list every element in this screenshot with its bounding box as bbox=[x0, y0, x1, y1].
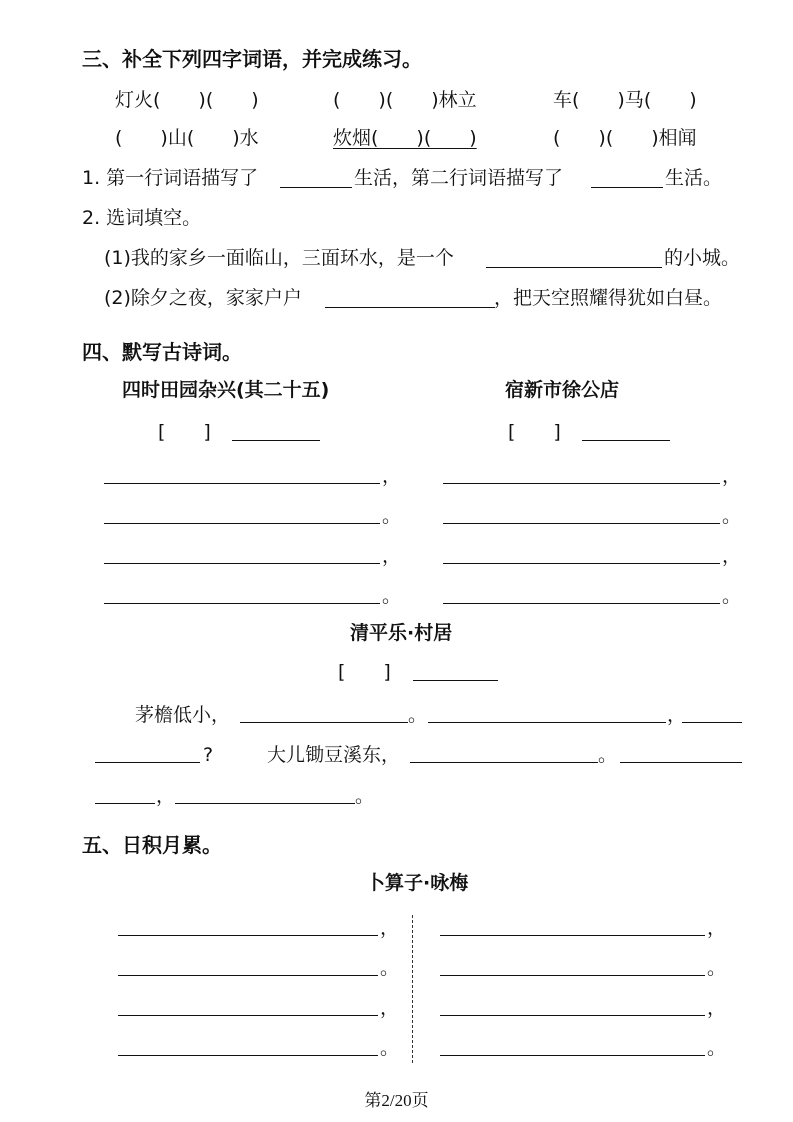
poem-line-blank[interactable] bbox=[440, 1015, 705, 1016]
poem-title: 四时田园杂兴(其二十五) bbox=[122, 379, 330, 401]
poem-text: 茅檐低小， bbox=[135, 704, 231, 726]
poem-line-blank[interactable] bbox=[118, 975, 378, 976]
punct: 。 bbox=[408, 704, 428, 726]
dynasty-bracket: [ ] bbox=[338, 661, 391, 683]
section4-title: 四、默写古诗词。 bbox=[82, 340, 242, 364]
poem-line-blank[interactable] bbox=[443, 483, 720, 484]
idiom: 车( )马( ) bbox=[553, 89, 697, 111]
punct: 。 bbox=[722, 505, 742, 527]
punct: 。 bbox=[382, 585, 402, 607]
poem-line-blank[interactable] bbox=[443, 603, 720, 604]
answer-blank[interactable] bbox=[95, 803, 155, 804]
poem-line-blank[interactable] bbox=[104, 603, 380, 604]
dynasty-bracket: [ ] bbox=[508, 421, 561, 443]
punct: ， bbox=[667, 704, 687, 726]
answer-blank[interactable] bbox=[682, 722, 742, 723]
punct: ， bbox=[156, 785, 176, 807]
poem-line-blank[interactable] bbox=[440, 975, 705, 976]
author-blank[interactable] bbox=[582, 440, 670, 441]
idiom: ( )山( )水 bbox=[115, 127, 259, 149]
answer-blank[interactable] bbox=[410, 762, 598, 763]
punct: ， bbox=[722, 465, 742, 487]
idiom: 炊烟( )( ) bbox=[333, 127, 477, 149]
question-2-2-suffix: ，把天空照耀得犹如白昼。 bbox=[494, 287, 723, 309]
punct: ， bbox=[707, 997, 727, 1019]
answer-blank[interactable] bbox=[240, 722, 408, 723]
poem-line-blank[interactable] bbox=[104, 523, 380, 524]
punct: ， bbox=[722, 545, 742, 567]
dynasty-bracket: [ ] bbox=[158, 421, 211, 443]
punct: ? bbox=[203, 744, 214, 766]
poem-line-blank[interactable] bbox=[440, 1055, 705, 1056]
punct: ， bbox=[382, 465, 402, 487]
punct: 。 bbox=[722, 585, 742, 607]
answer-blank[interactable] bbox=[591, 187, 663, 188]
punct: ， bbox=[380, 917, 400, 939]
poem-line-blank[interactable] bbox=[118, 1015, 378, 1016]
answer-blank[interactable] bbox=[428, 722, 666, 723]
question-1-mid: 生活，第二行词语描写了 bbox=[354, 167, 564, 189]
answer-blank[interactable] bbox=[175, 803, 355, 804]
question-2-1: (1)我的家乡一面临山，三面环水，是一个 bbox=[104, 247, 454, 269]
punct: 。 bbox=[380, 1037, 400, 1059]
punct: 。 bbox=[355, 785, 375, 807]
question-2-title: 2. 选词填空。 bbox=[82, 207, 202, 229]
answer-blank[interactable] bbox=[486, 267, 662, 268]
punct: ， bbox=[707, 917, 727, 939]
answer-blank[interactable] bbox=[325, 307, 495, 308]
section3-title: 三、补全下列四字词语，并完成练习。 bbox=[82, 47, 422, 71]
divider bbox=[412, 915, 413, 1063]
author-blank[interactable] bbox=[232, 440, 320, 441]
idiom: ( )( )相闻 bbox=[553, 127, 697, 149]
answer-blank[interactable] bbox=[620, 762, 742, 763]
poem-line-blank[interactable] bbox=[443, 523, 720, 524]
author-blank[interactable] bbox=[413, 680, 498, 681]
poem-title: 宿新市徐公店 bbox=[505, 379, 620, 401]
question-1: 1. 第一行词语描写了 bbox=[82, 167, 259, 189]
poem-text: 大儿锄豆溪东， bbox=[267, 744, 401, 766]
idiom: 灯火( )( ) bbox=[115, 89, 259, 111]
poem-line-blank[interactable] bbox=[118, 935, 378, 936]
punct: 。 bbox=[382, 505, 402, 527]
question-2-1-suffix: 的小城。 bbox=[664, 247, 741, 269]
section5-title: 五、日积月累。 bbox=[82, 833, 222, 857]
question-2-2: (2)除夕之夜，家家户户 bbox=[104, 287, 302, 309]
punct: 。 bbox=[598, 744, 618, 766]
page-number: 第2/20页 bbox=[364, 1091, 429, 1110]
punct: 。 bbox=[380, 957, 400, 979]
punct: 。 bbox=[707, 1037, 727, 1059]
answer-blank[interactable] bbox=[95, 762, 200, 763]
punct: 。 bbox=[707, 957, 727, 979]
poem-line-blank[interactable] bbox=[104, 483, 380, 484]
question-1-suffix: 生活。 bbox=[665, 167, 723, 189]
punct: ， bbox=[380, 997, 400, 1019]
poem-line-blank[interactable] bbox=[104, 563, 380, 564]
poem-title: 清平乐·村居 bbox=[350, 622, 453, 644]
answer-blank[interactable] bbox=[280, 187, 352, 188]
idiom: ( )( )林立 bbox=[333, 89, 477, 111]
poem-title: 卜算子·咏梅 bbox=[366, 872, 469, 894]
poem-line-blank[interactable] bbox=[440, 935, 705, 936]
poem-line-blank[interactable] bbox=[443, 563, 720, 564]
poem-line-blank[interactable] bbox=[118, 1055, 378, 1056]
punct: ， bbox=[382, 545, 402, 567]
